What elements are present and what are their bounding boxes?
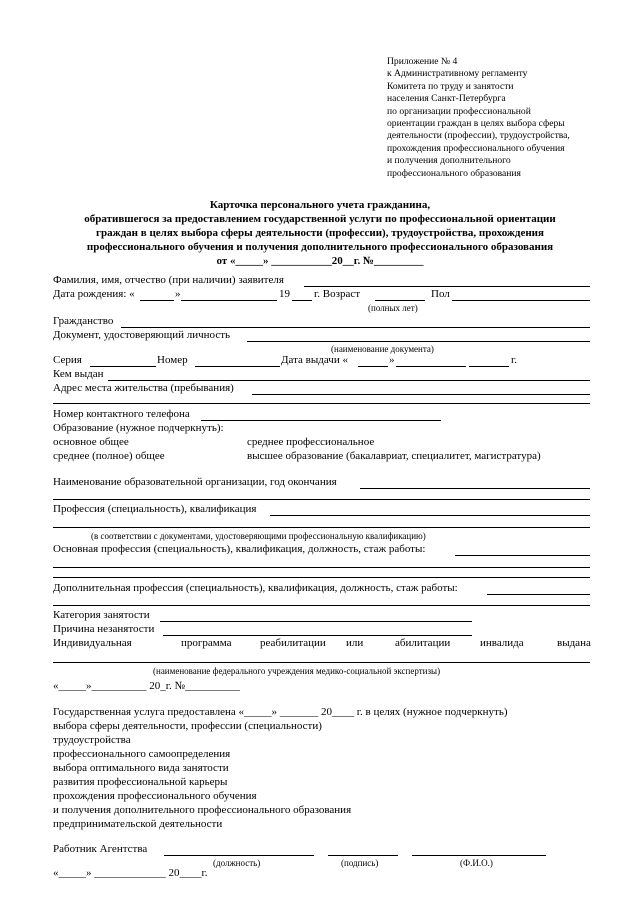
fio-hint: (Ф.И.О.) xyxy=(460,858,493,868)
citizenship-label: Гражданство xyxy=(53,315,114,327)
issue-year-suffix: г. xyxy=(511,354,518,366)
appendix-line: населения Санкт-Петербурга xyxy=(387,93,506,105)
title-line: граждан в целях выбора сферы деятельности (профессии), трудоустройства, прохождения xyxy=(96,227,544,239)
address-field[interactable] xyxy=(252,394,590,395)
ipr-word: программа xyxy=(181,637,232,649)
service-line: Государственная услуга предоставлена «_____» _______ 20____ г. в целях (нужное подчеркнуть) xyxy=(53,706,508,718)
org-name-field[interactable] xyxy=(360,488,590,489)
main-prof-field-2[interactable] xyxy=(53,567,590,568)
id-doc-label: Документ, удостоверяющий личность xyxy=(53,329,231,341)
profession-field-2[interactable] xyxy=(53,527,590,528)
issued-by-label: Кем выдан xyxy=(53,368,104,380)
main-prof-field-3[interactable] xyxy=(53,577,590,578)
title-line: обратившегося за предоставлением государственной услуги по профессиональной ориентации xyxy=(84,213,556,225)
ipr-word: Индивидуальная xyxy=(53,637,132,649)
appendix-line: ориентации граждан в целях выбора сферы xyxy=(387,118,565,130)
number-field[interactable] xyxy=(195,366,280,367)
position-field[interactable] xyxy=(164,855,314,856)
msee-field[interactable] xyxy=(53,662,590,663)
profession-field[interactable] xyxy=(270,515,590,516)
employment-category-field[interactable] xyxy=(160,621,472,622)
org-name-label: Наименование образовательной организации, год окончания xyxy=(53,476,337,488)
appendix-line: Приложение № 4 xyxy=(387,56,458,67)
appendix-line: по организации профессиональной xyxy=(387,105,531,117)
sex-field[interactable] xyxy=(452,300,590,301)
add-prof-label: Дополнительная профессия (специальность), квалификация, должность, стаж работы: xyxy=(53,582,458,594)
main-prof-field[interactable] xyxy=(455,555,590,556)
edu-vocational-option[interactable]: среднее профессиональное xyxy=(247,436,375,448)
issue-close-quote: » xyxy=(389,354,395,366)
add-prof-field-2[interactable] xyxy=(53,605,590,606)
series-field[interactable] xyxy=(90,366,156,367)
sign-hint: (подпись) xyxy=(341,858,379,868)
msee-hint: (наименование федерального учреждения медико-социальной экспертизы) xyxy=(153,666,441,676)
service-goal[interactable]: развития профессиональной карьеры xyxy=(53,776,228,788)
service-goal[interactable]: трудоустройства xyxy=(53,734,131,746)
fio-field[interactable] xyxy=(304,286,590,287)
service-goal[interactable]: выбора оптимального вида занятости xyxy=(53,762,229,774)
sign-field[interactable] xyxy=(328,855,398,856)
dob-month-field[interactable] xyxy=(181,300,277,301)
address-label: Адрес места жительства (пребывания) xyxy=(53,382,234,394)
ipr-word: реабилитации xyxy=(260,637,326,649)
service-goal[interactable]: и получения дополнительного профессионального образования xyxy=(53,804,352,816)
doc-name-hint: (наименование документа) xyxy=(331,344,434,354)
position-hint: (должность) xyxy=(213,858,261,868)
unemployment-reason-field[interactable] xyxy=(163,635,472,636)
service-goal[interactable]: выбора сферы деятельности, профессии (специальности) xyxy=(53,720,322,732)
number-label: Номер xyxy=(157,354,188,366)
age-hint: (полных лет) xyxy=(368,303,418,313)
issue-month-field[interactable] xyxy=(396,366,466,367)
ipr-word: инвалида xyxy=(480,637,524,649)
card-title xyxy=(40,198,600,268)
unemployment-reason-label: Причина незанятости xyxy=(53,623,155,635)
age-label: г. Возраст xyxy=(314,288,361,300)
edu-secondary-option[interactable]: среднее (полное) общее xyxy=(53,450,165,462)
profession-label: Профессия (специальность), квалификация xyxy=(53,503,257,515)
title-line: Карточка персонального учета гражданина, xyxy=(209,199,431,211)
age-field[interactable] xyxy=(375,300,425,301)
dob-label: Дата рождения: « xyxy=(53,288,135,300)
main-prof-label: Основная профессия (специальность), квалификация, должность, стаж работы: xyxy=(53,543,426,555)
id-doc-field[interactable] xyxy=(247,341,590,342)
service-goal[interactable]: профессионального самоопределения xyxy=(53,748,231,760)
dob-close-quote: » xyxy=(175,288,181,300)
signature-date: «_____» _____________ 20____г. xyxy=(53,867,208,879)
issue-year-field[interactable] xyxy=(469,366,509,367)
dob-century: 19 xyxy=(279,288,290,300)
fio-sign-field[interactable] xyxy=(412,855,546,856)
sex-label: Пол xyxy=(431,288,450,300)
service-goal[interactable]: прохождения профессионального обучения xyxy=(53,790,257,802)
appendix-line: деятельности (профессии), трудоустройства, xyxy=(387,130,570,142)
dob-day-field[interactable] xyxy=(140,300,174,301)
employment-category-label: Категория занятости xyxy=(53,609,150,621)
dob-year-field[interactable] xyxy=(292,300,312,301)
appendix-line: профессионального образования xyxy=(387,167,521,179)
appendix-line: Комитета по труду и занятости xyxy=(387,80,514,92)
education-label: Образование (нужное подчеркнуть): xyxy=(53,422,224,434)
citizenship-field[interactable] xyxy=(121,327,590,328)
title-date-line: от «_____» ___________20__г. №_________ xyxy=(216,255,424,267)
ipr-word: выдана xyxy=(557,637,591,649)
address-field-2[interactable] xyxy=(53,403,590,404)
series-label: Серия xyxy=(53,354,82,366)
appendix-line: прохождения профессионального обучения xyxy=(387,142,565,154)
ipr-word: абилитации xyxy=(395,637,451,649)
appendix-line: и получения дополнительного xyxy=(387,155,511,167)
fio-label: Фамилия, имя, отчество (при наличии) заявителя xyxy=(53,274,284,286)
profession-hint: (в соответствии с документами, удостоверяющими профессиональную квалификацию) xyxy=(91,531,426,541)
add-prof-field[interactable] xyxy=(487,594,590,595)
worker-label: Работник Агентства xyxy=(53,843,148,855)
ipr-date: «_____»__________ 20_г. №__________ xyxy=(53,680,241,692)
edu-higher-option[interactable]: высшее образование (бакалавриат, специалитет, магистратура) xyxy=(247,450,541,462)
service-goal[interactable]: предпринимательской деятельности xyxy=(53,818,223,830)
issue-date-label: Дата выдачи « xyxy=(281,354,348,366)
appendix-block xyxy=(387,56,617,180)
ipr-word: или xyxy=(346,637,364,649)
phone-label: Номер контактного телефона xyxy=(53,408,190,420)
org-name-field-2[interactable] xyxy=(53,499,590,500)
title-line: профессионального обучения и получения дополнительного профессионального образования xyxy=(86,241,554,253)
phone-field[interactable] xyxy=(201,420,441,421)
edu-basic-option[interactable]: основное общее xyxy=(53,436,129,448)
appendix-line: к Административному регламенту xyxy=(387,68,528,80)
issued-by-field[interactable] xyxy=(108,380,590,381)
issue-day-field[interactable] xyxy=(358,366,388,367)
